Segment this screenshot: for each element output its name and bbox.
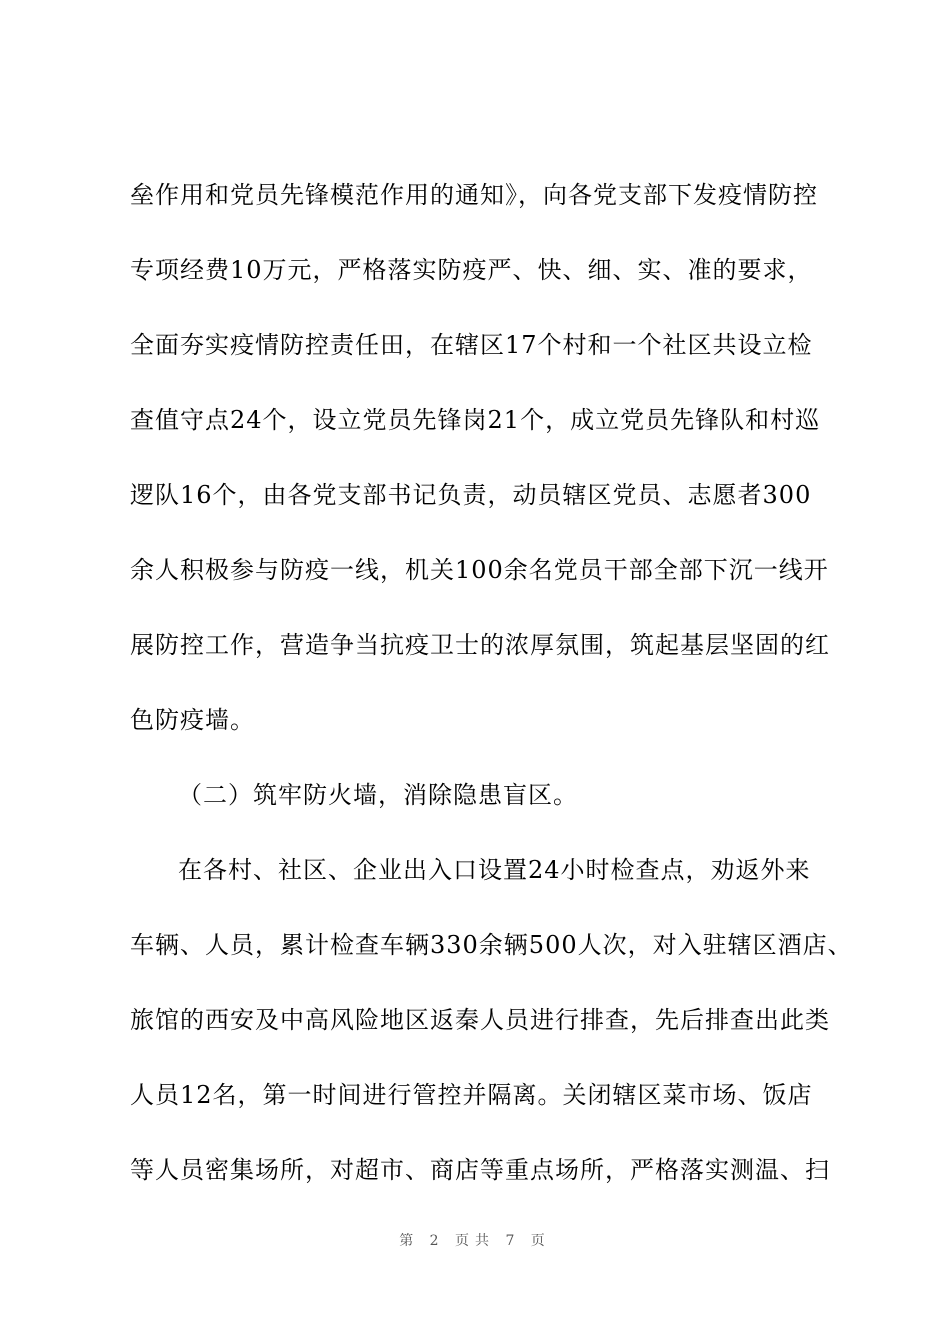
paragraph-line: 查值守点24个，设立党员先锋岗21个，成立党员先锋队和村巡 [130, 406, 821, 434]
paragraph-line: 人员12名，第一时间进行管控并隔离。关闭辖区菜市场、饭店 [130, 1081, 813, 1109]
paragraph-line: 专项经费10万元，严格落实防疫严、快、细、实、准的要求， [130, 256, 813, 284]
paragraph-line: 车辆、人员，累计检查车辆330余辆500人次，对入驻辖区酒店、 [130, 931, 853, 959]
paragraph-line: 全面夯实疫情防控责任田，在辖区17个村和一个社区共设立检 [130, 331, 813, 359]
page-number-footer: 第 2 页共 7 页 [399, 1233, 551, 1249]
paragraph-line: 逻队16个，由各党支部书记负责，动员辖区党员、志愿者300 [130, 481, 812, 509]
paragraph-line: 展防控工作，营造争当抗疫卫士的浓厚氛围，筑起基层坚固的红 [130, 631, 830, 659]
paragraph-line: 色防疫墙。 [130, 706, 255, 734]
paragraph-line: 等人员密集场所，对超市、商店等重点场所，严格落实测温、扫 [130, 1156, 830, 1184]
paragraph-line: 余人积极参与防疫一线，机关100余名党员干部全部下沉一线开 [130, 556, 829, 584]
section-heading: （二）筑牢防火墙，消除隐患盲区。 [178, 781, 578, 809]
paragraph-line: 在各村、社区、企业出入口设置24小时检查点，劝返外来 [178, 856, 811, 884]
paragraph-line: 垒作用和党员先锋模范作用的通知》，向各党支部下发疫情防控 [130, 181, 818, 209]
paragraph-line: 旅馆的西安及中高风险地区返秦人员进行排查，先后排查出此类 [130, 1006, 830, 1034]
